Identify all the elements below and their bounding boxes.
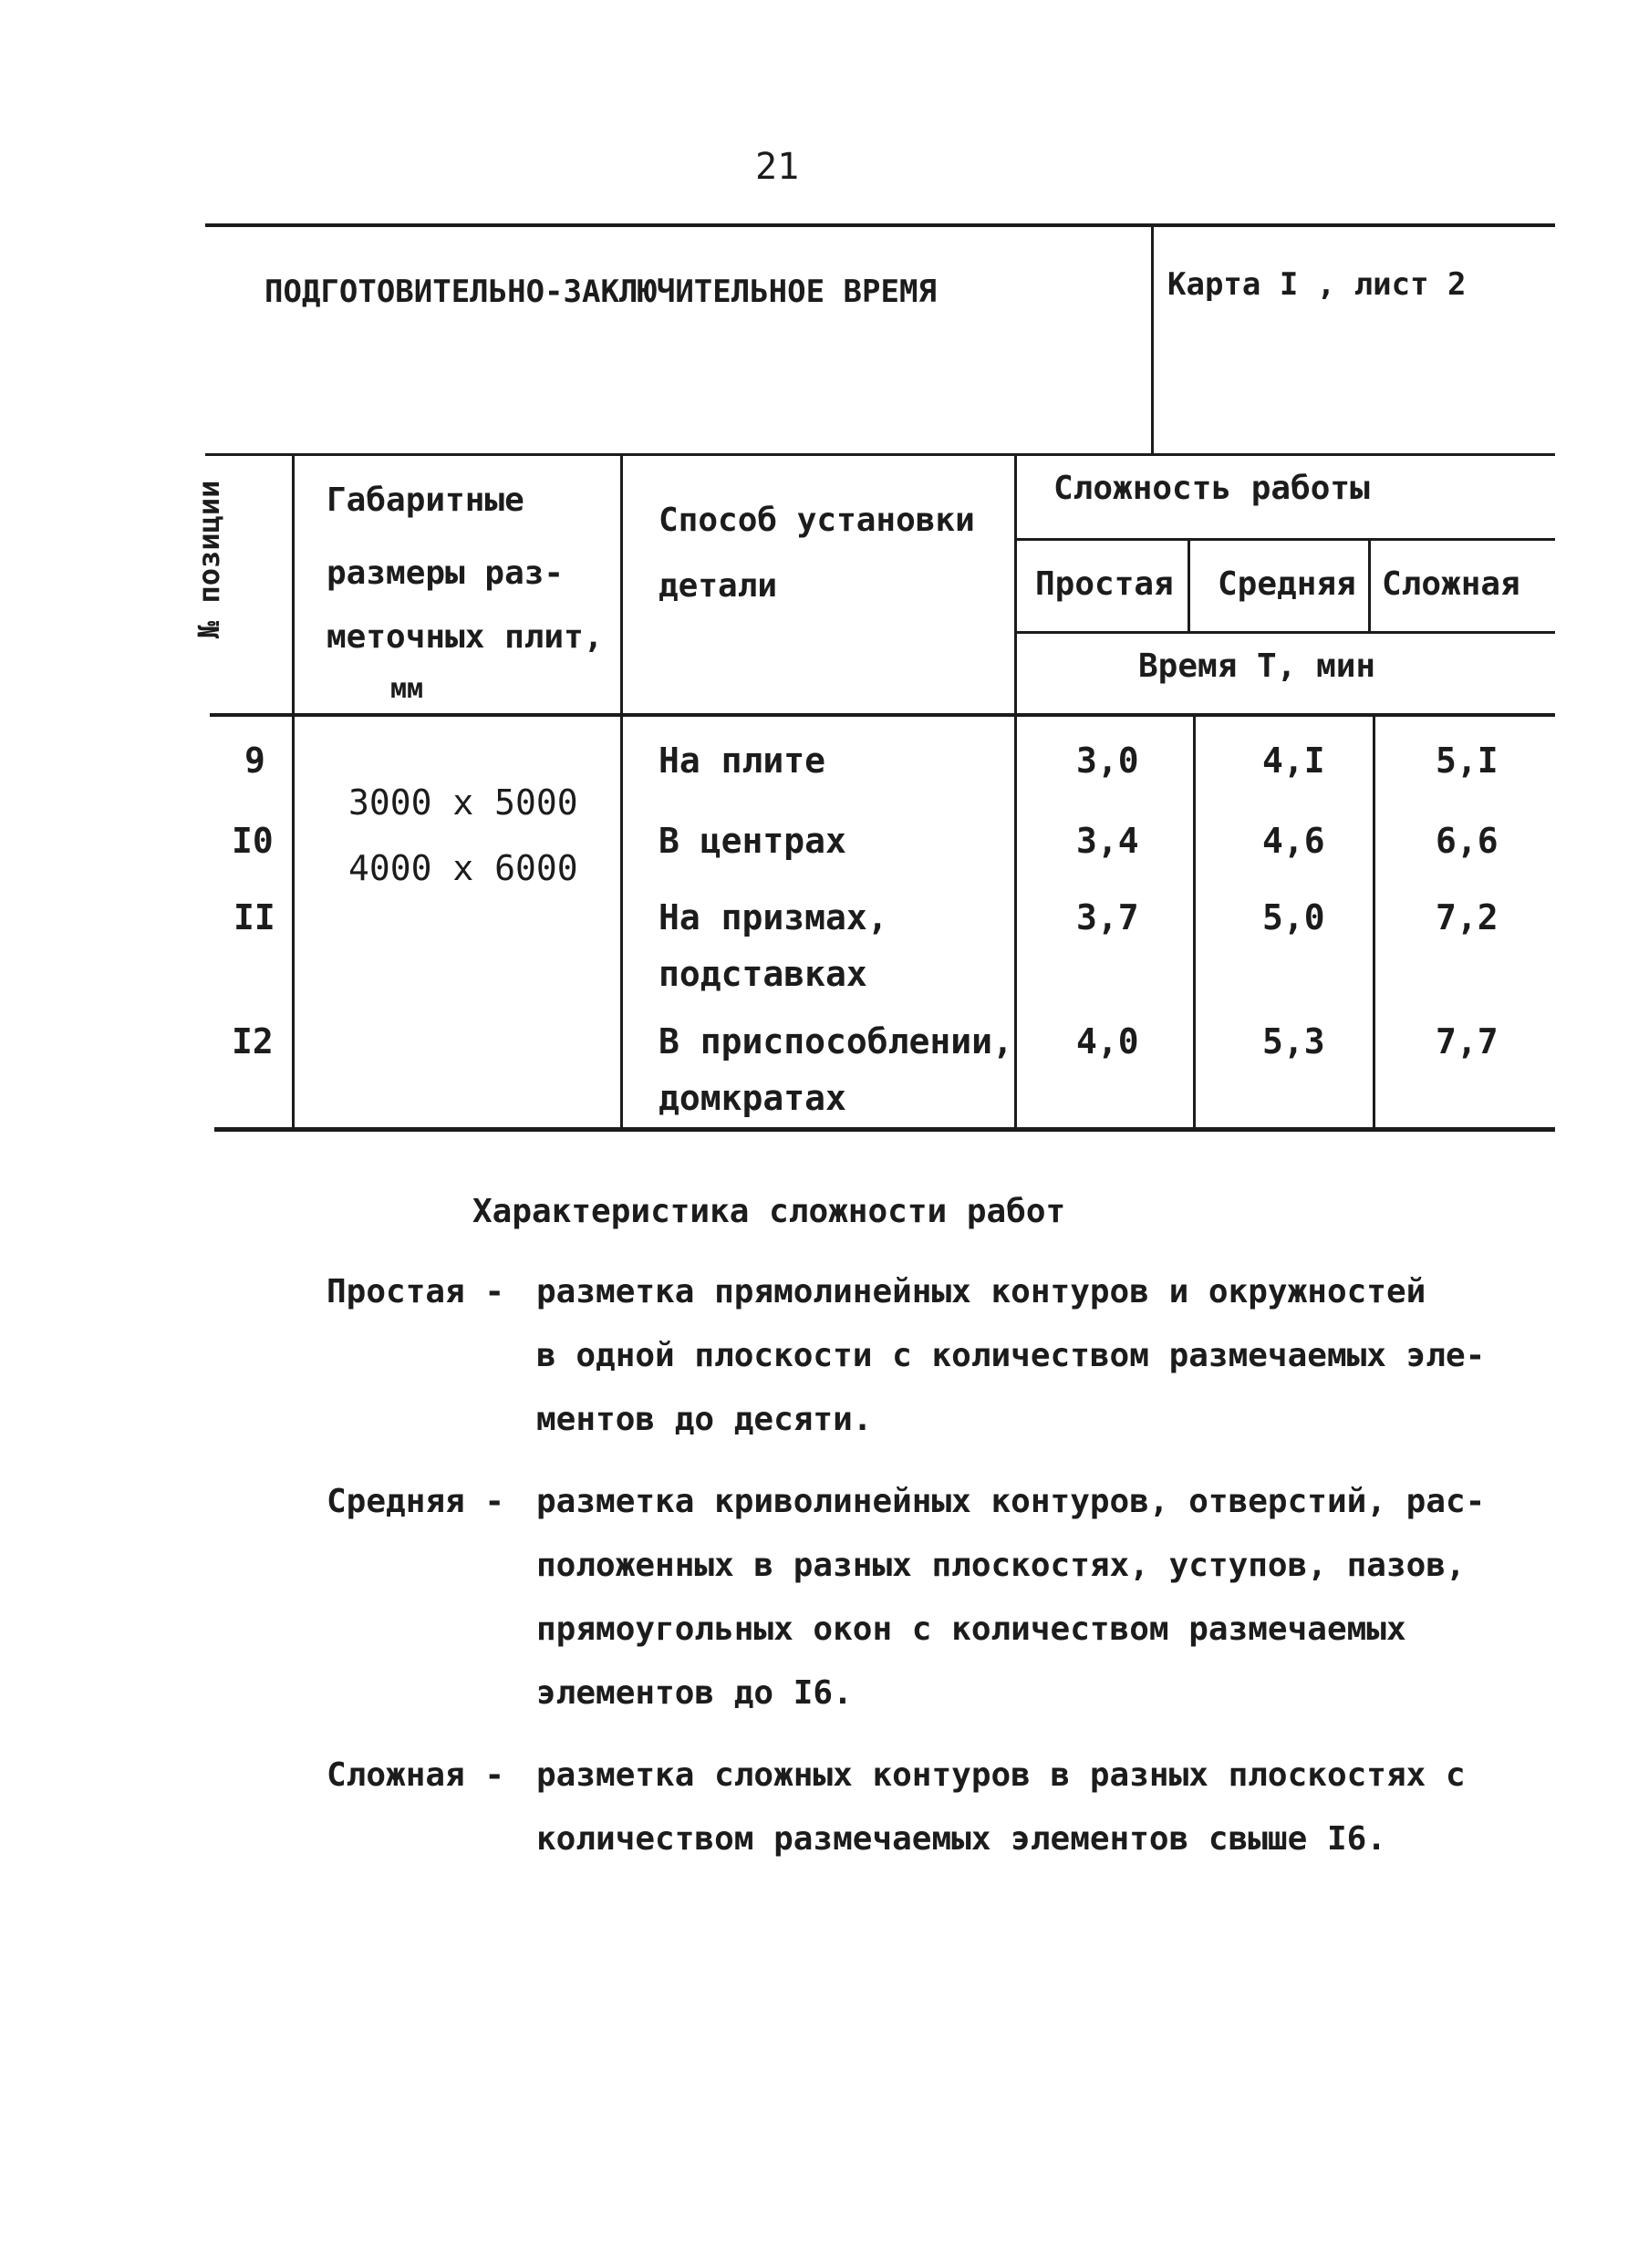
col-position-header: № позиции <box>192 480 226 638</box>
header-bottom-rule <box>205 453 1555 456</box>
col-dimensions-line-2: размеры раз- <box>327 554 565 592</box>
value-divider-2 <box>1373 715 1375 1131</box>
table-bottom-rule <box>214 1127 1555 1132</box>
level-complex-header: Сложная <box>1382 565 1520 603</box>
table-vline-1 <box>292 456 295 1131</box>
row-position: I0 <box>232 821 274 861</box>
level-divider-header-2 <box>1368 540 1371 633</box>
row-method-continued: домкратах <box>659 1078 846 1118</box>
level-desc-line: элементов до I6. <box>536 1674 853 1712</box>
col-method-line-2: детали <box>659 567 778 605</box>
row-medium-time: 5,0 <box>1262 897 1325 937</box>
header-divider <box>1151 225 1154 453</box>
col-dimensions-line-4: мм <box>390 673 424 705</box>
dimensions-value-2: 4000 x 6000 <box>348 848 578 888</box>
row-simple-time: 3,4 <box>1076 821 1139 861</box>
level-desc-line: разметка криволинейных контуров, отверстий, рас- <box>536 1483 1486 1520</box>
level-label-complex: Сложная - <box>327 1756 505 1794</box>
row-position: 9 <box>244 740 265 781</box>
level-label-medium: Средняя - <box>327 1483 505 1520</box>
row-method: На призмах, <box>659 897 888 937</box>
level-desc-line: количеством размечаемых элементов свыше I6. <box>536 1820 1386 1858</box>
dimensions-value-1: 3000 x 5000 <box>348 782 578 823</box>
page-number: 21 <box>755 146 800 188</box>
level-desc-line: разметка сложных контуров в разных плоскостях с <box>536 1756 1466 1794</box>
level-label-simple: Простая - <box>327 1273 505 1310</box>
value-divider-1 <box>1193 715 1196 1131</box>
row-method: В центрах <box>659 821 846 861</box>
row-complex-time: 5,I <box>1436 740 1499 781</box>
row-simple-time: 3,7 <box>1076 897 1139 937</box>
level-desc-line: прямоугольных окон с количеством размечаемых <box>536 1610 1406 1648</box>
level-subrule <box>1014 631 1555 634</box>
level-desc-line: ментов до десяти. <box>536 1401 873 1438</box>
card-label: Карта I , лист 2 <box>1167 266 1467 303</box>
row-method: В приспособлении, <box>659 1021 1013 1062</box>
level-desc-line: в одной плоскости с количеством размечаемых эле- <box>536 1337 1486 1374</box>
row-medium-time: 4,I <box>1262 740 1325 781</box>
header-top-rule <box>205 223 1555 227</box>
time-unit-header: Время Т, мин <box>1138 647 1376 685</box>
col-dimensions-line-1: Габаритные <box>327 482 524 519</box>
table-header-rule <box>210 713 1555 717</box>
characteristics-title: Характеристика сложности работ <box>472 1193 1066 1230</box>
row-complex-time: 7,2 <box>1436 897 1499 937</box>
row-position: I2 <box>232 1021 274 1062</box>
col-dimensions-line-3: меточных плит, <box>327 618 604 656</box>
row-complex-time: 7,7 <box>1436 1021 1499 1062</box>
level-desc-line: положенных в разных плоскостях, уступов, пазов, <box>536 1547 1466 1584</box>
row-position: II <box>233 897 275 937</box>
complexity-subrule <box>1014 538 1555 541</box>
row-method-continued: подставках <box>659 954 867 994</box>
row-method: На плите <box>659 740 826 781</box>
col-complexity-header: Сложность работы <box>1053 470 1370 507</box>
level-desc-line: разметка прямолинейных контуров и окружностей <box>536 1273 1426 1310</box>
table-vline-2 <box>620 456 623 1131</box>
row-simple-time: 4,0 <box>1076 1021 1139 1062</box>
row-complex-time: 6,6 <box>1436 821 1499 861</box>
row-simple-time: 3,0 <box>1076 740 1139 781</box>
level-medium-header: Средняя <box>1218 565 1356 603</box>
row-medium-time: 4,6 <box>1262 821 1325 861</box>
level-divider-header-1 <box>1187 540 1190 633</box>
header-title: ПОДГОТОВИТЕЛЬНО-ЗАКЛЮЧИТЕЛЬНОЕ ВРЕМЯ <box>264 274 937 310</box>
level-simple-header: Простая <box>1035 565 1174 603</box>
row-medium-time: 5,3 <box>1262 1021 1325 1062</box>
table-vline-3 <box>1014 456 1017 1131</box>
col-method-line-1: Способ установки <box>659 502 975 539</box>
